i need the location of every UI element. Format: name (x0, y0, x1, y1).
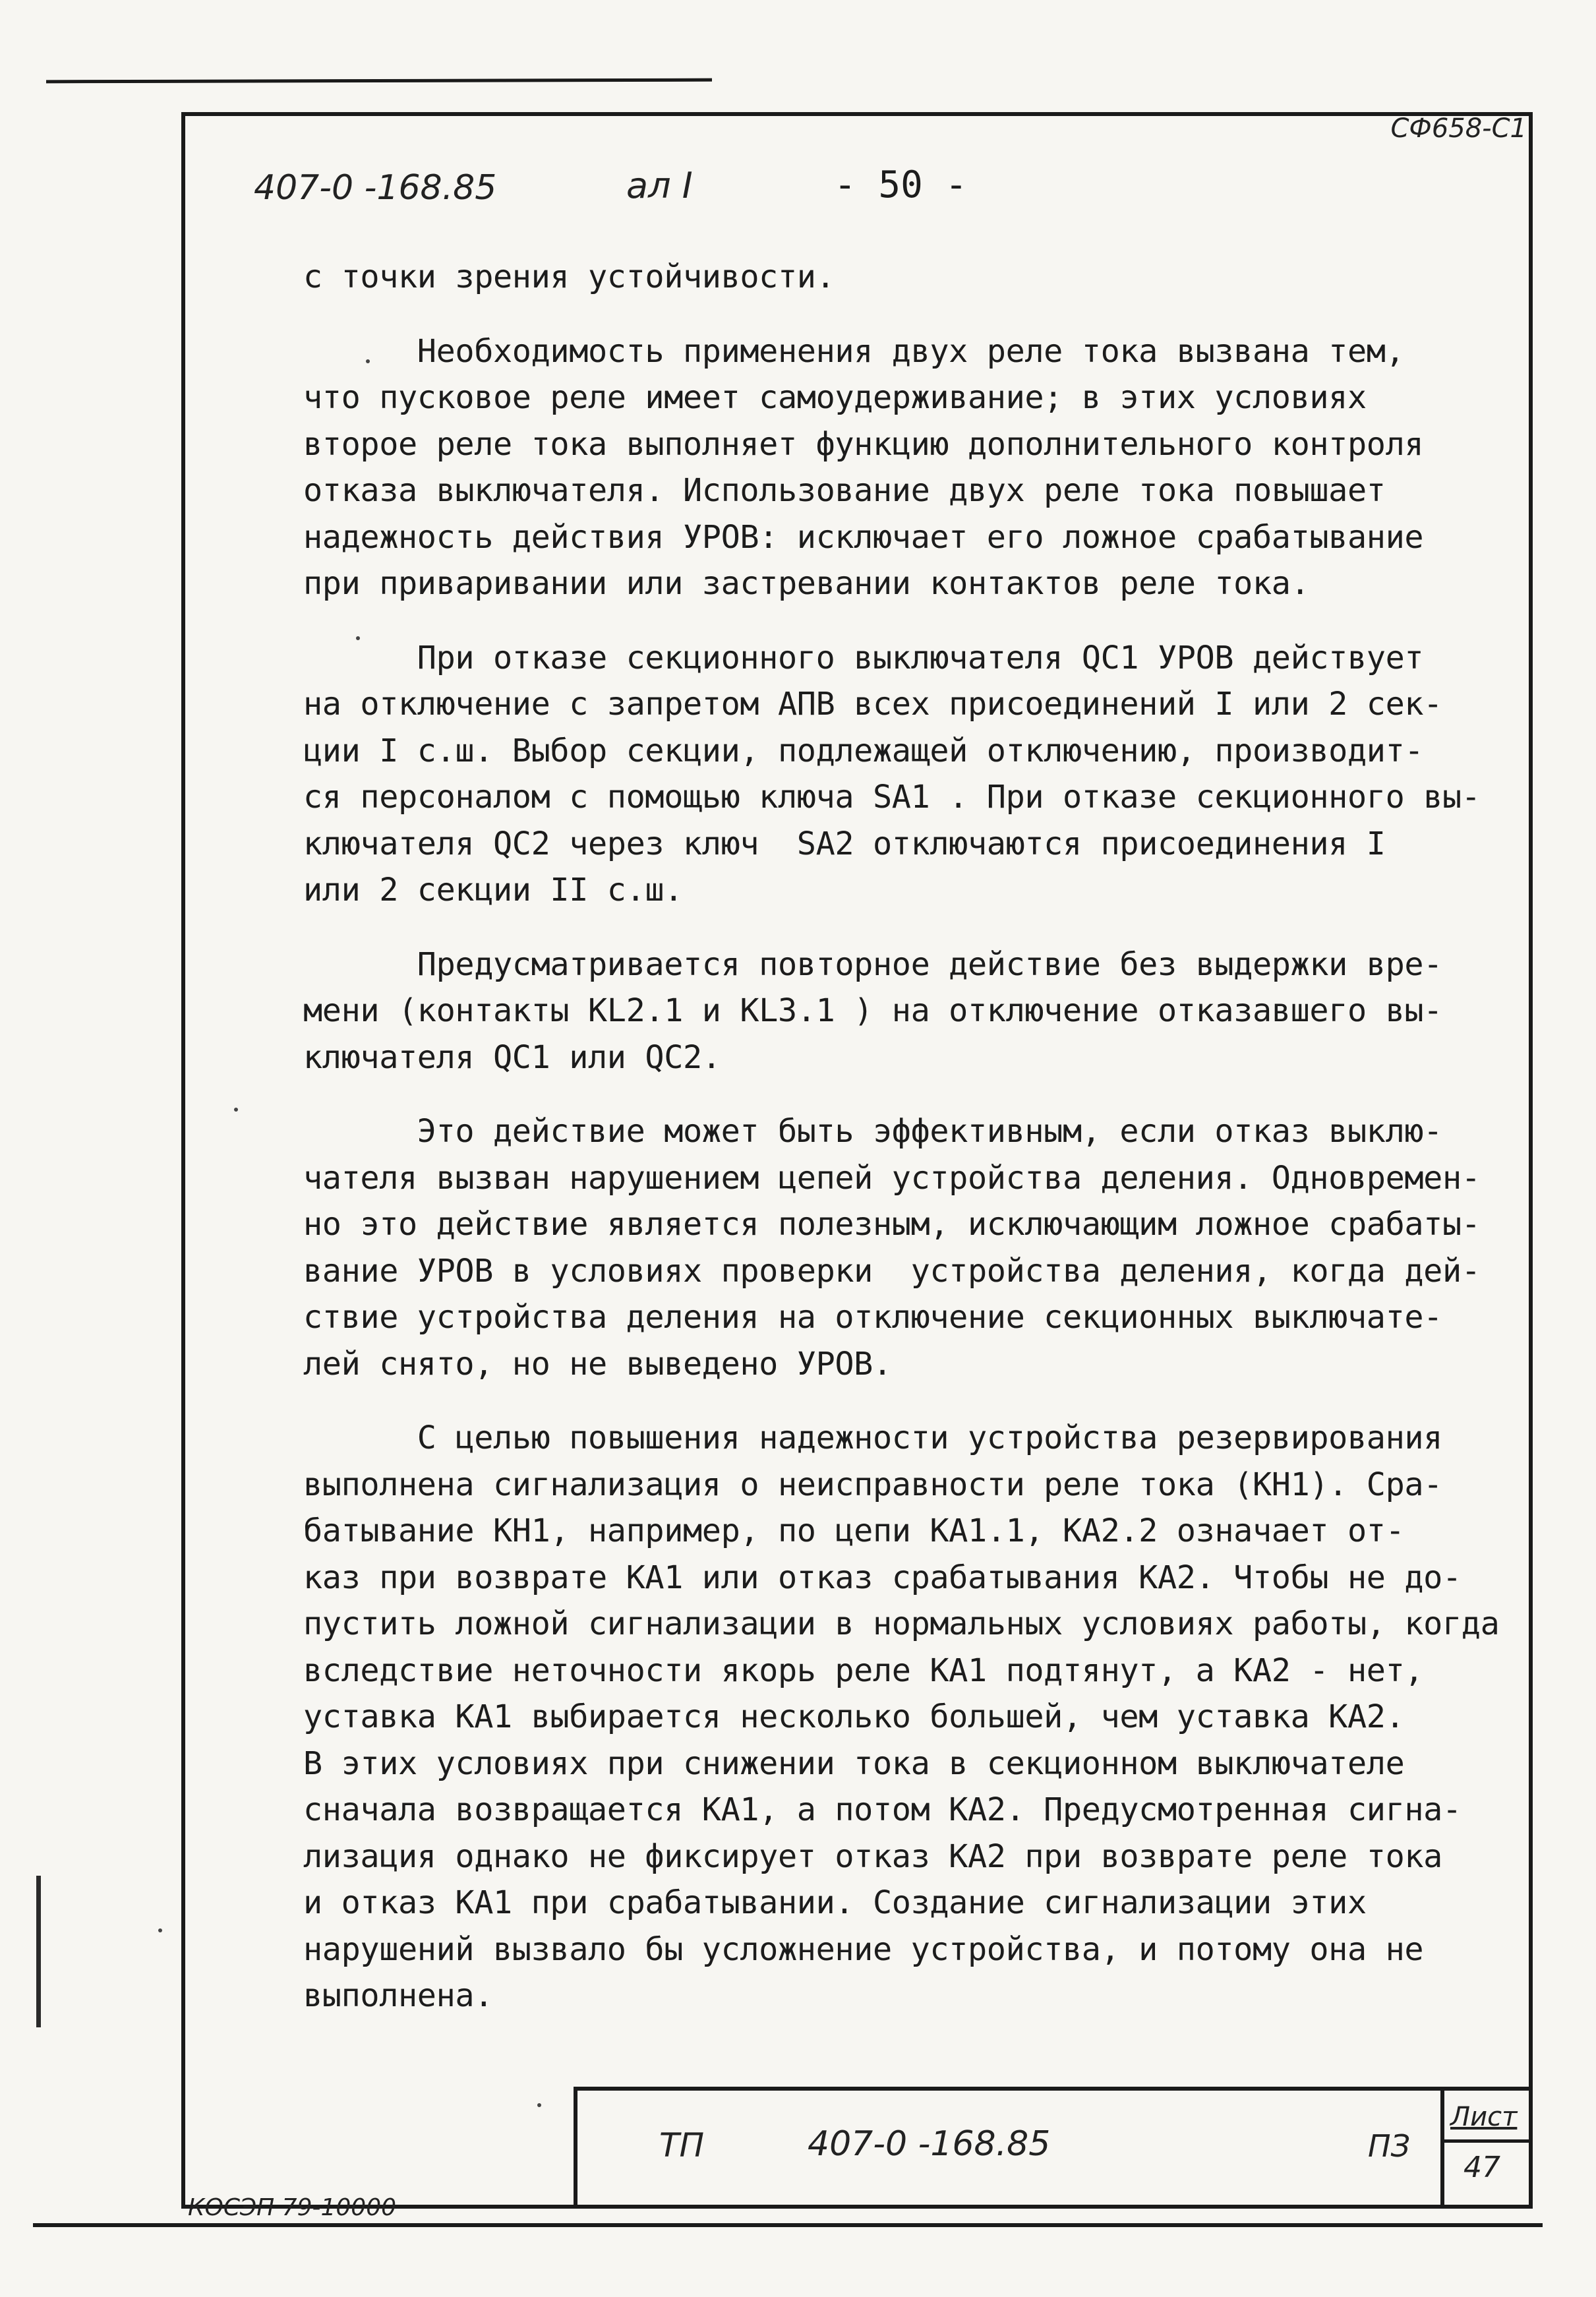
text-line: При отказе секционного выключателя QC1 УРОВ действует (303, 639, 1424, 676)
text-line: с точки зрения устойчивости. (303, 258, 835, 295)
paragraph (303, 635, 1510, 914)
text-line: сначала возвращается КА1, а потом КА2. Предусмотренная сигна- (303, 1791, 1462, 1828)
speck (234, 1108, 238, 1112)
text-line: ции I с.ш. Выбор секции, подлежащей отключению, производит- (303, 732, 1424, 769)
paragraph (303, 254, 1510, 301)
text-line: что пусковое реле имеет самоудерживание; в этих условиях (303, 379, 1367, 416)
header-sheet-mark: ал I (626, 165, 693, 206)
text-line: Это действие может быть эффективным, если отказ выклю- (303, 1113, 1442, 1150)
text-line: уставка КА1 выбирается несколько большей, чем уставка КА2. (303, 1698, 1405, 1735)
bottom-rule (33, 2223, 1543, 2227)
title-block-sheet-number: 47 (1463, 2151, 1500, 2184)
speck (158, 1928, 162, 1932)
text-line: пустить ложной сигнализации в нормальных условиях работы, когда (303, 1605, 1500, 1642)
text-line: ствие устройства деления на отключение секционных выключате- (303, 1299, 1442, 1336)
paragraph (303, 1415, 1510, 2019)
text-line: отказа выключателя. Использование двух реле тока повышает (303, 472, 1386, 509)
body-text (303, 254, 1510, 2019)
text-line: нарушений вызвало бы усложнение устройства, и потому она не (303, 1930, 1424, 1968)
text-line: при приваривании или застревании контактов реле тока. (303, 565, 1310, 602)
text-line: вследствие неточности якорь реле КА1 подтянут, а КА2 - нет, (303, 1652, 1424, 1689)
text-line: вание УРОВ в условиях проверки устройства деления, когда дей- (303, 1252, 1481, 1290)
text-line: надежность действия УРОВ: исключает его ложное срабатывание (303, 518, 1424, 556)
text-line: и отказ КА1 при срабатывании. Создание сигнализации этих (303, 1884, 1367, 1921)
text-line: на отключение с запретом АПВ всех присоединений I или 2 сек- (303, 686, 1442, 723)
text-line: лей снято, но не выведено УРОВ. (303, 1345, 892, 1383)
paragraph (303, 941, 1510, 1081)
title-block-series: ТП (659, 2126, 705, 2164)
text-line: ся персоналом с помощью ключа SA1 . При отказе секционного вы- (303, 779, 1481, 816)
text-line: выполнена. (303, 1977, 493, 2014)
title-block-sheet-label: Лист (1450, 2102, 1518, 2132)
page-number: - 50 - (834, 164, 968, 206)
text-line: чателя вызван нарушением цепей устройства деления. Одновремен- (303, 1159, 1481, 1197)
text-line: С целью повышения надежности устройства резервирования (303, 1419, 1442, 1456)
text-line: батывание КН1, например, по цепи КА1.1, КА2.2 означает от- (303, 1512, 1405, 1549)
text-line: но это действие является полезным, исключающим ложное срабаты- (303, 1206, 1481, 1243)
text-line: выполнена сигнализация о неисправности реле тока (КН1). Сра- (303, 1466, 1442, 1503)
top-rule (46, 78, 712, 84)
title-block-hline (1440, 2139, 1533, 2143)
text-line: лизация однако не фиксирует отказ КА2 при возврате реле тока (303, 1837, 1442, 1875)
text-line: каз при возврате КА1 или отказ срабатывания КА2. Чтобы не до- (303, 1559, 1462, 1596)
text-line: второе реле тока выполняет функцию дополнительного контроля (303, 425, 1424, 463)
text-line: Необходимость применения двух реле тока вызвана тем, (303, 332, 1405, 370)
title-block-doc-code: 407-0 -168.85 (808, 2124, 1051, 2164)
archive-code: СФ658-С1 (1390, 113, 1527, 144)
printer-mark: КОСЭП 79-10000 (188, 2194, 397, 2221)
text-line: Предусматривается повторное действие без выдержки вре- (303, 945, 1442, 983)
text-line: ключателя QC1 или QC2. (303, 1038, 721, 1076)
text-line: ключателя QC2 через ключ SA2 отключаются присоединения I (303, 825, 1386, 862)
title-block-divider (1440, 2087, 1444, 2209)
margin-mark (36, 1876, 41, 2027)
speck (537, 2103, 541, 2107)
text-line: мени (контакты KL2.1 и KL3.1 ) на отключение отказавшего вы- (303, 992, 1442, 1029)
paragraph (303, 328, 1510, 607)
text-line: или 2 секции II с.ш. (303, 872, 683, 909)
title-block-doc-type: ПЗ (1368, 2128, 1411, 2164)
paragraph (303, 1108, 1510, 1387)
text-line: В этих условиях при снижении тока в секционном выключателе (303, 1745, 1405, 1782)
header-doc-code: 407-0 -168.85 (254, 168, 497, 208)
